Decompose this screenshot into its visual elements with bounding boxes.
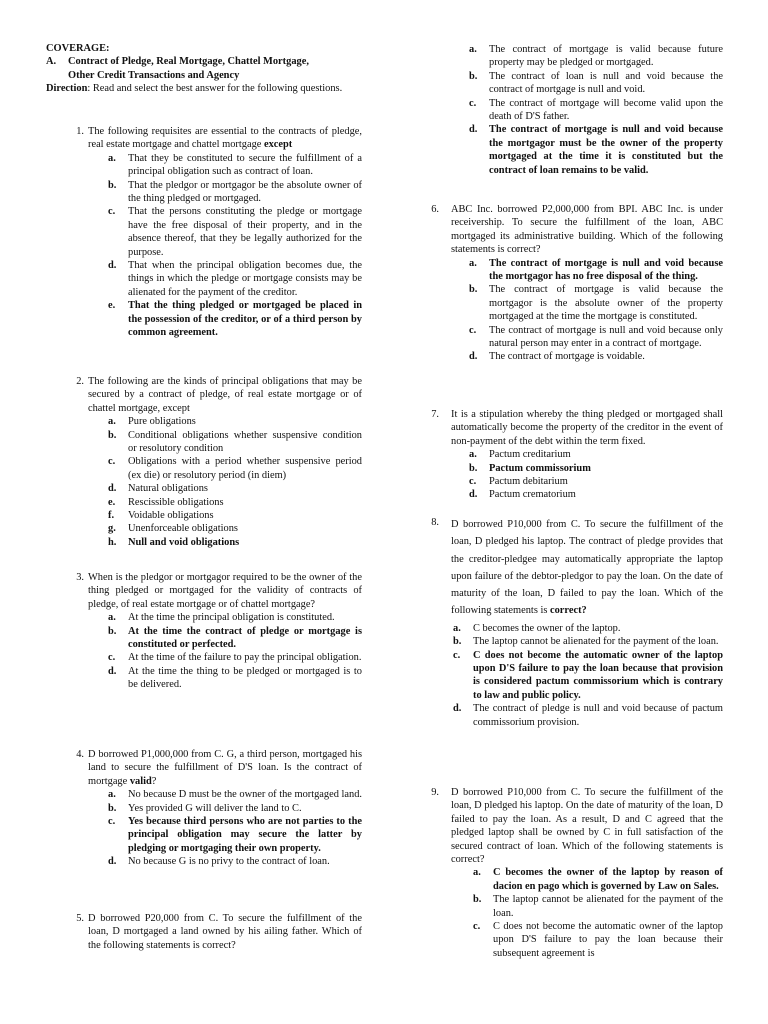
- option-c: [469, 475, 723, 488]
- question-text-emphasis: except: [263, 139, 293, 151]
- option-text: Pure obligations: [128, 416, 196, 428]
- option-text: Voidable obligations: [128, 510, 214, 522]
- option-text: Null and void obligations: [128, 536, 240, 548]
- option-letter: a.: [469, 44, 477, 55]
- options-list: [469, 448, 723, 502]
- question-text: ABC Inc. borrowed P2,000,000 from BPI. ABC Inc. is under receivership. To secure the fulfillment of the loan, ABC mortgaged its administrative building. Which of the following statements is correct?: [451, 204, 723, 256]
- option-text: No because D must be the owner of the mortgaged land.: [128, 789, 363, 801]
- option-g: [108, 522, 362, 535]
- option-d: [108, 259, 362, 299]
- question-number: 7.: [431, 409, 439, 420]
- options-list: [108, 152, 362, 340]
- option-b: [108, 802, 362, 815]
- option-text: At the time the principal obligation is constituted.: [128, 612, 335, 624]
- option-b: [473, 893, 723, 920]
- option-text: The contract of mortgage will become valid upon the death of D'S father.: [489, 97, 723, 123]
- option-c: [108, 651, 362, 664]
- option-a: [108, 788, 362, 801]
- option-c: [469, 324, 723, 351]
- option-letter: b.: [108, 802, 117, 814]
- question-number: 8.: [431, 517, 439, 528]
- question-text: It is a stipulation whereby the thing pledged or mortgaged shall automatically become the property of the creditor in the event of non-payment of the debt within the term fixed.: [451, 409, 723, 447]
- option-letter: c.: [469, 324, 477, 336]
- option-c: [108, 205, 362, 259]
- question-number: 5.: [76, 913, 84, 924]
- option-text: The contract of mortgage is voidable.: [489, 351, 645, 363]
- option-letter: a.: [108, 612, 116, 624]
- option-letter: e.: [108, 496, 116, 508]
- option-letter: a.: [469, 257, 477, 269]
- option-letter: b.: [469, 284, 478, 296]
- option-text: The contract of mortgage is null and void because the mortgagor must be the owner of the property mortgaged at the time it is constituted but the contract of loan remains to be valid.: [489, 124, 723, 176]
- options-list: [469, 43, 723, 177]
- options-list: [469, 257, 723, 364]
- option-letter: c.: [469, 97, 477, 109]
- option-a: [469, 43, 723, 70]
- question-text: [451, 516, 723, 620]
- section-title-line-2: Other Credit Transactions and Agency: [68, 69, 240, 81]
- option-a: [473, 866, 723, 893]
- option-text: Pactum commissorium: [489, 462, 591, 474]
- option-b: [108, 625, 362, 652]
- option-letter: d.: [108, 260, 117, 272]
- option-letter: a.: [469, 449, 477, 461]
- option-letter: b.: [108, 179, 117, 191]
- option-text: The contract of mortgage is null and void because only natural person may enter in a contract of mortgage.: [489, 324, 723, 350]
- question-3: [46, 571, 362, 692]
- option-b: [108, 179, 362, 206]
- option-f: [108, 509, 362, 522]
- option-letter: d.: [469, 351, 478, 363]
- question-text: The following are the kinds of principal obligations that may be secured by a contract of pledge, of real estate mortgage or of chattel mortgage, except: [88, 376, 362, 414]
- option-letter: a.: [473, 867, 481, 879]
- option-text: At the time of the failure to pay the principal obligation.: [128, 652, 362, 664]
- option-text: The contract of loan is null and void because the contract of mortgage is null and void.: [489, 70, 723, 96]
- question-text: [88, 748, 362, 788]
- option-text: The laptop cannot be alienated for the payment of the loan.: [473, 636, 719, 648]
- option-letter: d.: [453, 703, 462, 715]
- option-letter: d.: [469, 489, 478, 501]
- option-a: [108, 611, 362, 624]
- option-b: [469, 70, 723, 97]
- option-text: The contract of mortgage is null and void because the mortgagor has no free disposal of the thing.: [489, 257, 723, 283]
- option-d: [453, 702, 723, 729]
- question-text-main: D borrowed P10,000 from C. To secure the fulfillment of the loan, D pledged his laptop. The contract of pledge provides that the creditor-pledgee may automatically appropriate the laptop upon failure of the debtor-pledgor to pay the loan. On the date of maturity of the loan, D failed to pay the loan. Which of the following statements is: [451, 519, 723, 617]
- option-text: Pactum creditarium: [489, 449, 571, 461]
- question-text-main: D borrowed P1,000,000 from C. G, a third person, mortgaged his land to secure the fulfillment of D'S loan. Is the contract of mortgage: [88, 749, 362, 787]
- question-number: 9.: [431, 787, 439, 798]
- question-text: [88, 125, 362, 152]
- option-text: The laptop cannot be alienated for the payment of the loan.: [493, 894, 723, 919]
- option-d: [469, 488, 723, 501]
- option-letter: c.: [453, 649, 461, 661]
- option-h: [108, 536, 362, 549]
- option-d: [469, 350, 723, 363]
- question-2: [46, 375, 362, 549]
- option-letter: d.: [108, 665, 117, 677]
- option-letter: c.: [108, 816, 116, 828]
- option-letter: b.: [453, 636, 462, 648]
- question-number: 4.: [76, 749, 84, 760]
- option-c: [469, 97, 723, 124]
- question-9: [427, 786, 723, 960]
- option-text: C becomes the owner of the laptop.: [473, 622, 621, 634]
- question-5-options: [427, 43, 723, 177]
- option-text: Natural obligations: [128, 483, 208, 495]
- option-letter: c.: [108, 652, 116, 664]
- option-text: The contract of mortgage is valid because future property may be pledged or mortgaged.: [489, 44, 723, 69]
- question-number: 6.: [431, 204, 439, 215]
- question-text-end: ?: [151, 775, 157, 787]
- option-letter: b.: [473, 894, 482, 906]
- option-e: [108, 299, 362, 339]
- question-text: D borrowed P20,000 from C. To secure the fulfillment of the loan, D mortgaged a land owned by his ailing father. Which of the following statements is correct?: [88, 913, 362, 951]
- question-text-emphasis: valid: [129, 775, 152, 787]
- option-letter: c.: [108, 206, 116, 218]
- option-text: Unenforceable obligations: [128, 523, 238, 535]
- options-list: [108, 788, 362, 868]
- option-letter: c.: [473, 921, 481, 933]
- question-5: [46, 912, 362, 952]
- section-title: [46, 55, 362, 82]
- question-number: 2.: [76, 376, 84, 387]
- option-a: [469, 448, 723, 461]
- question-number: 1.: [76, 126, 84, 137]
- option-letter: a.: [108, 416, 116, 428]
- question-text: D borrowed P10,000 from C. To secure the fulfillment of the loan, D pledged his laptop. On the date of maturity of the loan, D failed to pay the loan. As a result, D and C agreed that the pledged laptop shall be owned by C in full satisfaction of the secured contract of loan. Which of the following statements is correct?: [451, 787, 723, 866]
- option-a: [108, 152, 362, 179]
- question-6: [427, 203, 723, 364]
- option-letter: a.: [453, 622, 461, 634]
- option-text: That the persons constituting the pledge or mortgage have the free disposal of their property, and in the absence thereof, that they be legally authorized for the purpose.: [128, 206, 362, 258]
- option-text: Pactum debitarium: [489, 476, 568, 488]
- question-7: [427, 408, 723, 502]
- option-text: The contract of mortgage is valid because the mortgagor is the absolute owner of the property mortgaged at the time the mortgage is constituted.: [489, 284, 723, 323]
- direction-paragraph: [46, 82, 362, 95]
- options-list: [473, 866, 723, 960]
- options-list: [108, 415, 362, 549]
- option-letter: c.: [108, 456, 116, 468]
- option-e: [108, 496, 362, 509]
- option-text: C does not become the automatic owner of the laptop upon D'S failure to pay the loan because their subsequent agreement is: [493, 921, 723, 959]
- option-letter: g.: [108, 523, 116, 535]
- section-title-line-1: Contract of Pledge, Real Mortgage, Chattel Mortgage,: [68, 56, 309, 68]
- question-text-emphasis: correct?: [550, 605, 587, 617]
- option-d: [108, 482, 362, 495]
- option-b: [108, 429, 362, 456]
- option-text: C does not become the automatic owner of the laptop upon D'S failure to pay the loan because that provision is considered pactum commissorium which is contrary to law and public policy.: [473, 649, 723, 701]
- question-text: When is the pledgor or mortgagor required to be the owner of the thing pledged or mortgaged for the validity of contracts of pledge, of real estate mortgage or of chattel mortgage?: [88, 572, 362, 610]
- options-list: [108, 611, 362, 691]
- option-text: At the time the thing to be pledged or mortgaged is to be delivered.: [128, 665, 362, 691]
- question-4: [46, 748, 362, 869]
- option-d: [108, 665, 362, 692]
- option-letter: f.: [108, 510, 115, 522]
- option-text: That they be constituted to secure the fulfillment of a principal obligation such as contract of loan.: [128, 152, 362, 178]
- option-c: [108, 815, 362, 855]
- option-a: [453, 622, 723, 635]
- option-letter: c.: [469, 476, 477, 488]
- option-letter: b.: [108, 625, 117, 637]
- option-letter: e.: [108, 300, 116, 312]
- option-text: That the pledgor or mortgagor be the absolute owner of the thing pledged or mortgaged.: [128, 179, 362, 205]
- option-text: Obligations with a period whether suspensive period (ex die) or resolutory period (in diem): [128, 456, 362, 481]
- question-number: 3.: [76, 572, 84, 583]
- option-text: At the time the contract of pledge or mortgage is constituted or perfected.: [128, 625, 362, 651]
- section-letter: A.: [46, 56, 57, 68]
- option-text: Conditional obligations whether suspensive condition or resolutory condition: [128, 429, 362, 455]
- coverage-label: COVERAGE:: [46, 43, 110, 54]
- option-letter: b.: [108, 429, 117, 441]
- option-d: [108, 855, 362, 868]
- options-list: [453, 622, 723, 729]
- option-a: [108, 415, 362, 428]
- option-c: [473, 920, 723, 960]
- option-c: [453, 649, 723, 703]
- direction-label: Direction: [46, 83, 88, 95]
- option-letter: a.: [108, 152, 116, 164]
- option-text: Rescissible obligations: [128, 496, 224, 508]
- option-letter: a.: [108, 789, 116, 801]
- question-text-main: The following requisites are essential to the contracts of pledge, real estate mortgage and chattel mortgage: [88, 126, 362, 151]
- direction-text: : Read and select the best answer for the following questions.: [87, 83, 343, 95]
- option-b: [469, 462, 723, 475]
- option-b: [453, 635, 723, 648]
- option-letter: d.: [108, 483, 117, 495]
- option-text: That when the principal obligation becomes due, the things in which the pledge or mortgage consists may be alienated for the payment of the creditor.: [128, 260, 362, 298]
- option-text: No because G is no privy to the contract of loan.: [128, 856, 330, 868]
- coverage-header: [46, 42, 362, 96]
- option-text: The contract of pledge is null and void because of pactum commissorium provision.: [473, 703, 723, 728]
- option-text: Pactum crematorium: [489, 489, 576, 501]
- option-c: [108, 455, 362, 482]
- option-letter: d.: [469, 124, 478, 136]
- option-text: C becomes the owner of the laptop by reason of dacion en pago which is governed by Law on Sales.: [493, 867, 723, 892]
- option-text: That the thing pledged or mortgaged be placed in the possession of the creditor, or of a third person by common agreement.: [128, 300, 362, 339]
- option-letter: d.: [108, 856, 117, 868]
- option-b: [469, 283, 723, 323]
- question-8: [427, 516, 723, 729]
- option-letter: b.: [469, 462, 478, 474]
- option-letter: h.: [108, 536, 117, 548]
- question-1: [46, 125, 362, 340]
- option-letter: b.: [469, 70, 478, 82]
- option-text: Yes because third persons who are not parties to the principal obligation may secure the latter by pledging or mortgaging their own property.: [128, 816, 362, 854]
- option-a: [469, 257, 723, 284]
- option-d: [469, 123, 723, 177]
- option-text: Yes provided G will deliver the land to C.: [128, 802, 302, 814]
